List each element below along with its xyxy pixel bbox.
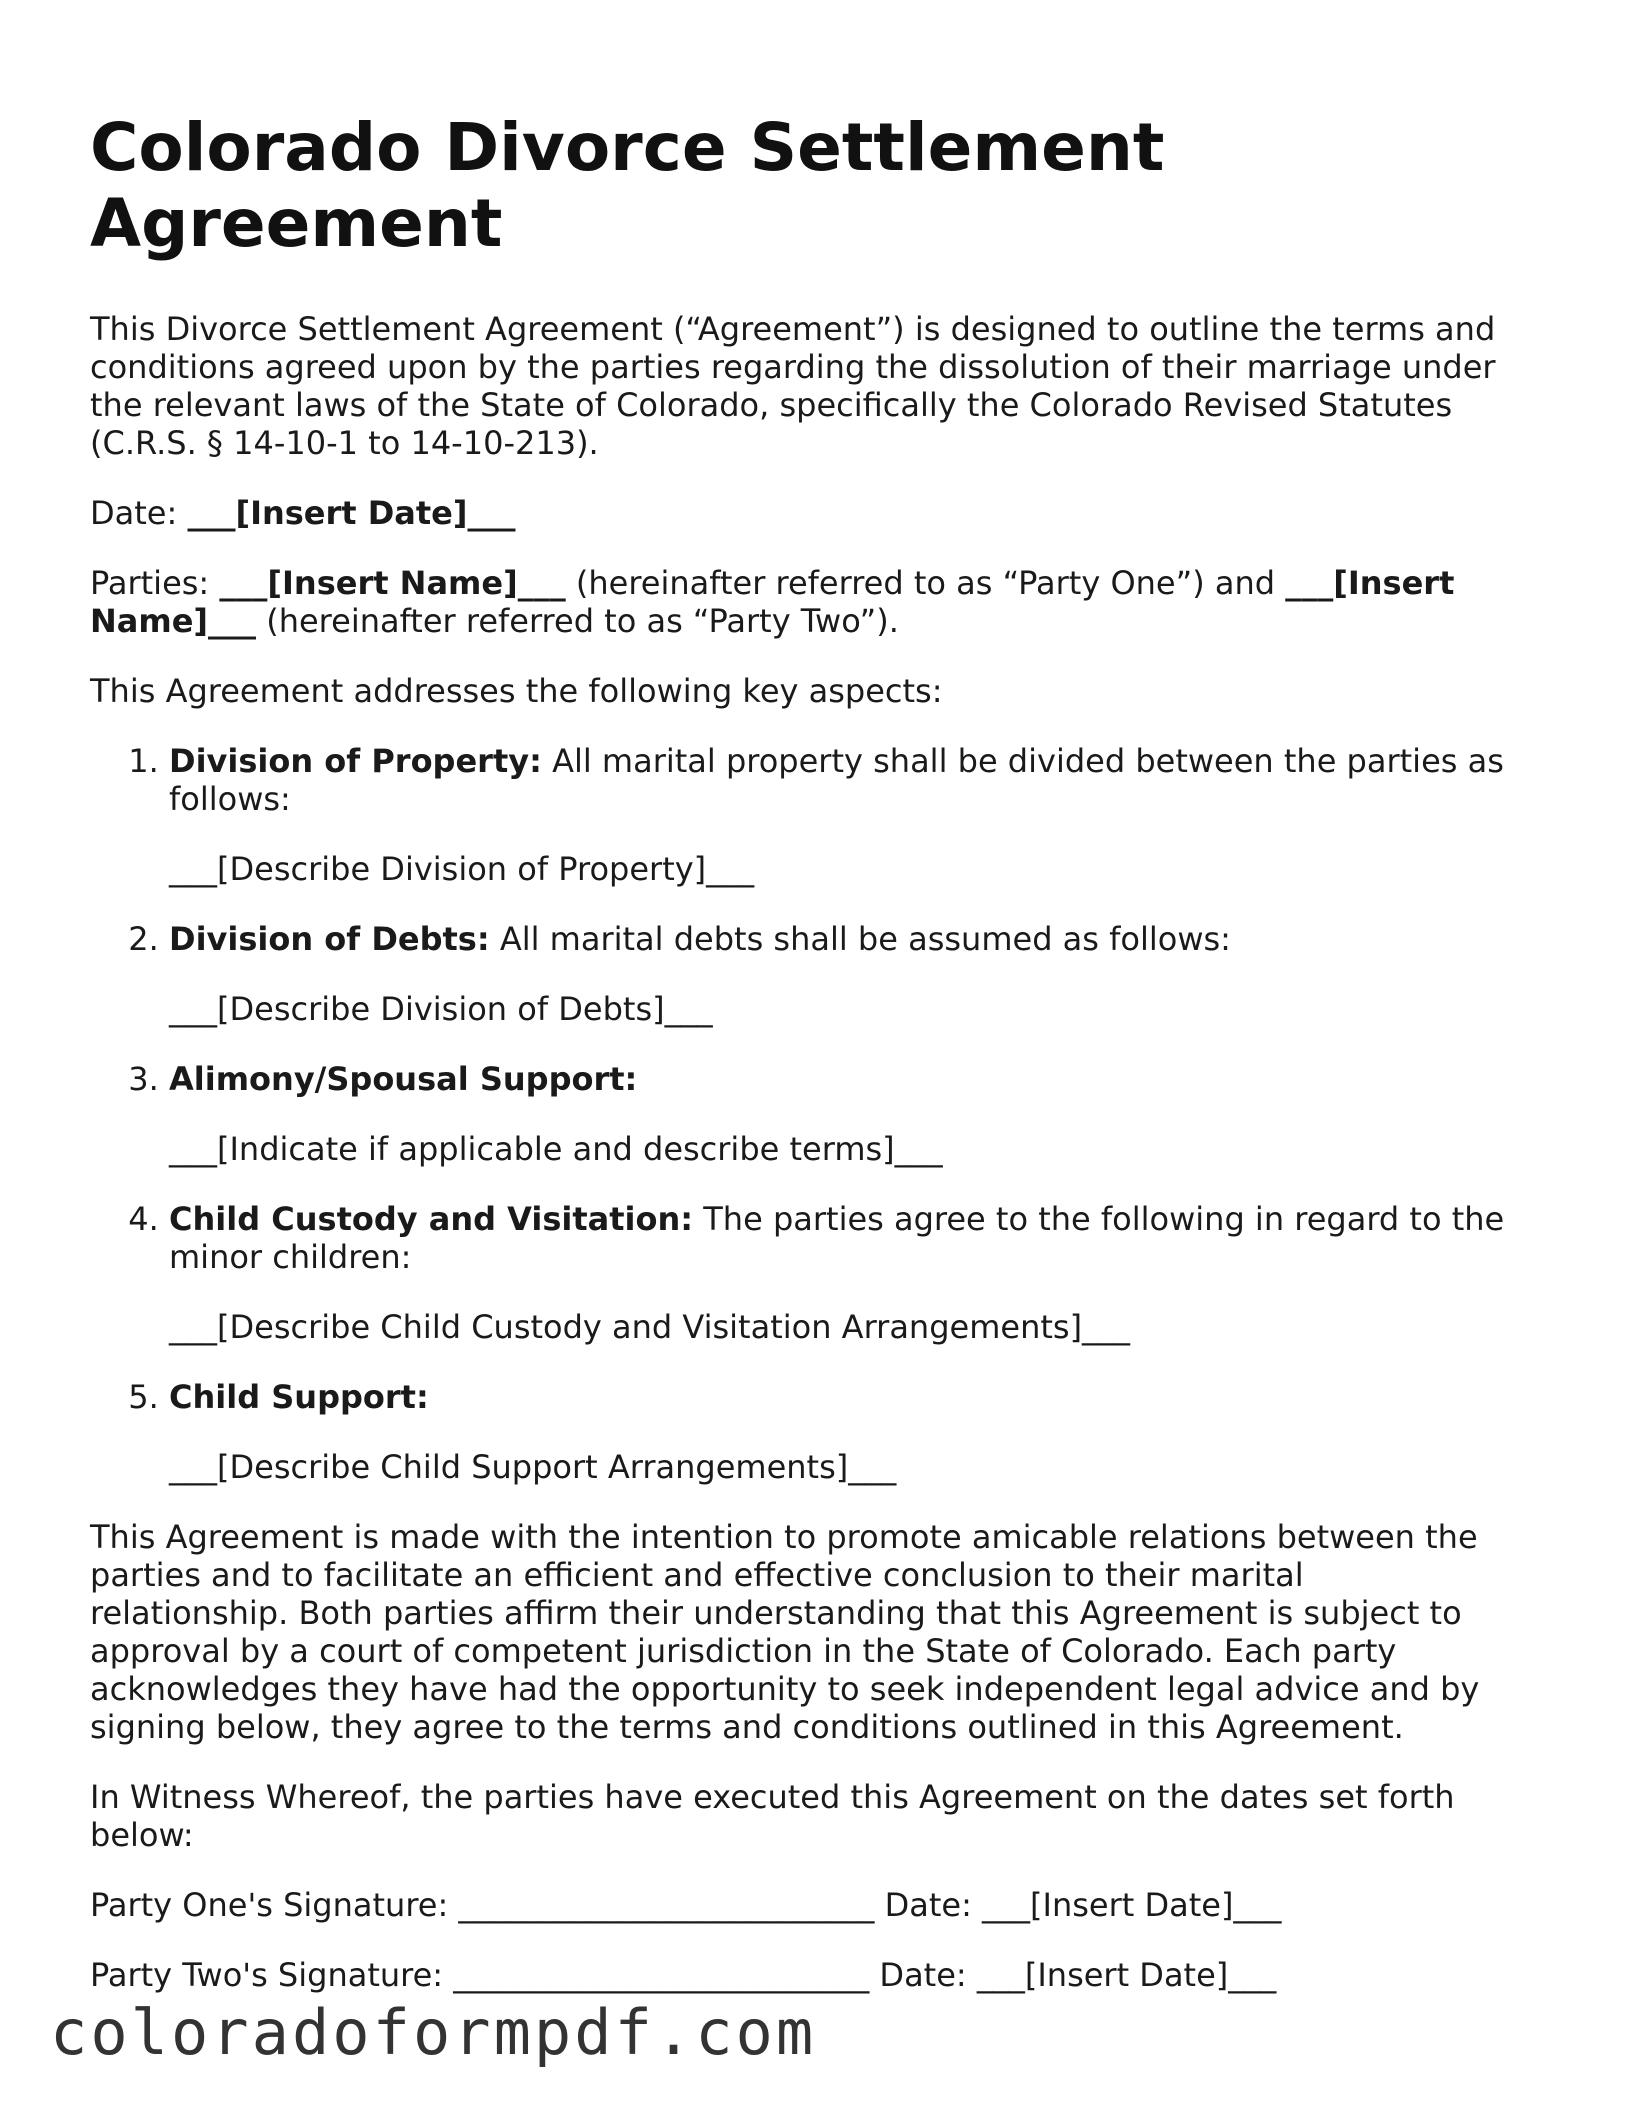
list-item-child-support [169, 1378, 1510, 1486]
item-detail-placeholder: ___[Describe Division of Property]___ [169, 850, 755, 888]
signature-date-label: Date: [884, 1886, 972, 1924]
item-detail-placeholder: ___[Describe Child Custody and Visitation Arrangements]___ [169, 1308, 1131, 1346]
item-text: The parties agree to the following in regard to the minor children: [169, 1200, 1505, 1276]
parties-label: Parties: [90, 564, 210, 602]
item-heading: Division of Property: [169, 742, 542, 780]
list-item-custody [169, 1200, 1510, 1346]
signature-line-party-two [90, 1956, 1510, 1994]
date-line [90, 494, 1510, 532]
party-two-name-placeholder: ___[Insert Name]___ [90, 564, 1455, 640]
aspects-intro: This Agreement addresses the following key aspects: [90, 672, 943, 710]
parties-line [90, 564, 1510, 640]
party-one-name-placeholder: ___[Insert Name]___ [219, 564, 566, 602]
item-heading: Child Custody and Visitation: [169, 1200, 694, 1238]
list-item-property [169, 742, 1510, 888]
witness-paragraph: In Witness Whereof, the parties have executed this Agreement on the dates set forth below: [90, 1778, 1455, 1854]
item-heading: Division of Debts: [169, 920, 490, 958]
signature-field[interactable]: __________________________ [458, 1886, 875, 1924]
intro-paragraph: This Divorce Settlement Agreement (“Agreement”) is designed to outline the terms and conditions agreed upon by the parties regarding the dissolution of their marriage under the relevant laws of the State of Colorado, specifically the Colorado Revised Statutes (C.R.S. § 14-10-1 to 14-10-213). [90, 310, 1496, 462]
party-two-reference: (hereinafter referred to as “Party Two”). [266, 602, 899, 640]
signature-date-placeholder[interactable]: ___[Insert Date]___ [982, 1886, 1282, 1924]
signature-line-party-one [90, 1886, 1510, 1924]
date-label: Date: [90, 494, 178, 532]
document-page [90, 110, 1510, 2026]
signature-label: Party One's Signature: [90, 1886, 449, 1924]
item-text: All marital property shall be divided between the parties as follows: [169, 742, 1504, 818]
signature-date-label: Date: [879, 1956, 967, 1994]
date-placeholder: ___[Insert Date]___ [187, 494, 516, 532]
item-detail-placeholder: ___[Describe Child Support Arrangements]___ [169, 1448, 897, 1486]
party-one-reference: (hereinafter referred to as “Party One”) and [575, 564, 1276, 602]
signature-label: Party Two's Signature: [90, 1956, 444, 1994]
aspects-list [90, 742, 1510, 1486]
list-item-debts [169, 920, 1510, 1028]
item-heading: Alimony/Spousal Support: [169, 1060, 638, 1098]
item-detail-placeholder: ___[Describe Division of Debts]___ [169, 990, 713, 1028]
signature-field[interactable]: __________________________ [453, 1956, 870, 1994]
list-item-alimony [169, 1060, 1510, 1168]
signature-date-placeholder[interactable]: ___[Insert Date]___ [976, 1956, 1277, 1994]
document-title: Colorado Divorce Settlement Agreement [90, 109, 1165, 262]
item-text: All marital debts shall be assumed as follows: [499, 920, 1231, 958]
item-detail-placeholder: ___[Indicate if applicable and describe terms]___ [169, 1130, 943, 1168]
closing-paragraph: This Agreement is made with the intention to promote amicable relations between the parties and to facilitate an efficient and effective conclusion to their marital relationship. Both parties affirm their understanding that this Agreement is subject to approval by a court of competent jurisdiction in the State of Colorado. Each party acknowledges they have had the opportunity to seek independent legal advice and by signing below, they agree to the terms and conditions outlined in this Agreement. [90, 1518, 1480, 1746]
watermark-text: coloradoformpdf.com [50, 1996, 817, 2069]
item-heading: Child Support: [169, 1378, 429, 1416]
